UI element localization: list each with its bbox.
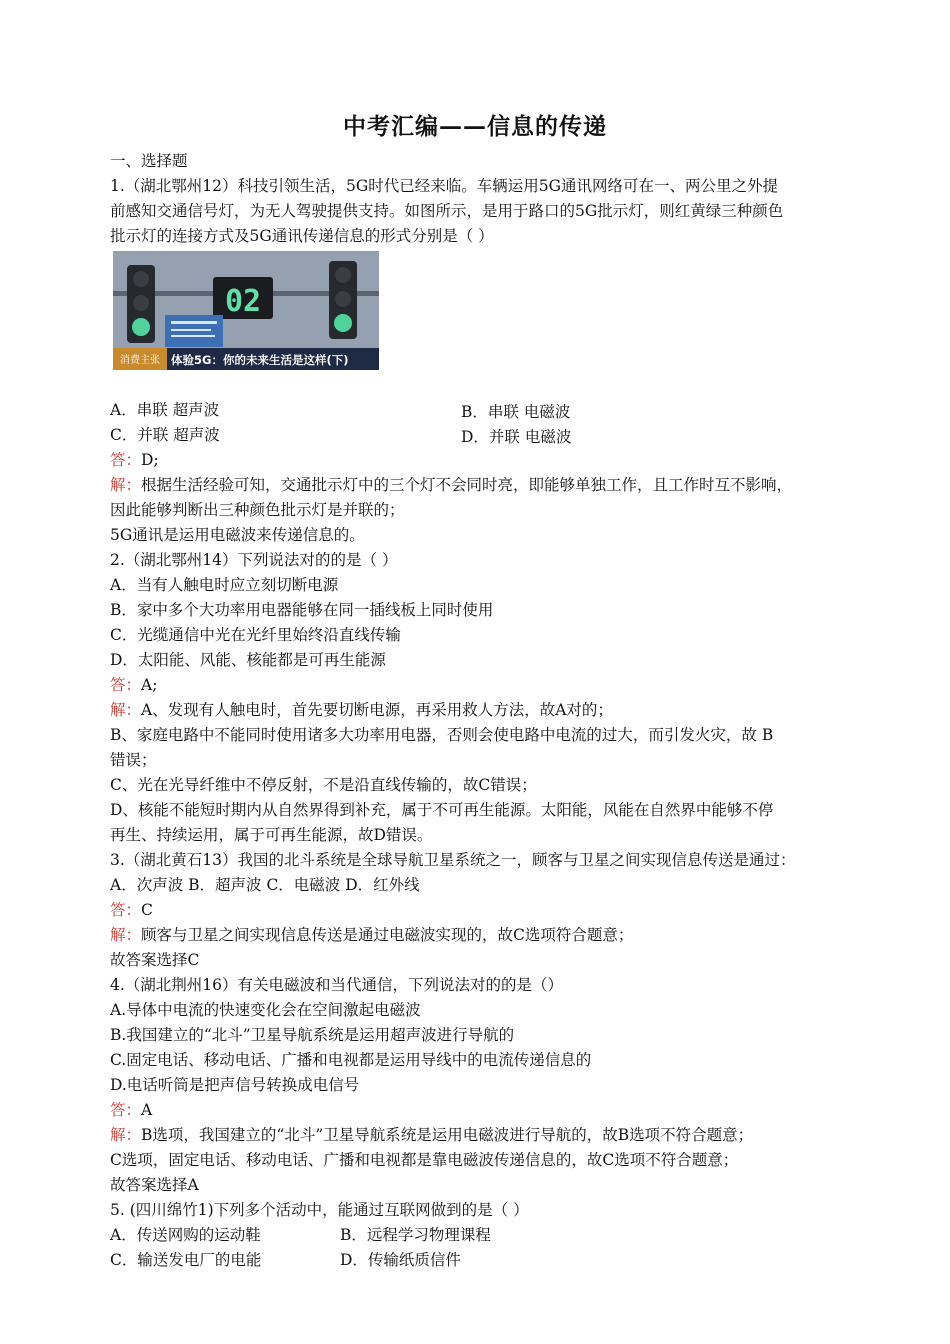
q2-explain-line-5: D、核能不能短时期内从自然界得到补充，属于不可再生能源。太阳能，风能在自然界中能够不停 [110,801,774,819]
q2-option-d: D．太阳能、风能、核能都是可再生能源 [110,651,386,669]
q3-answer: 答：C [110,901,153,919]
q1-explain-line-1: 解：根据生活经验可知，交通批示灯中的三个灯不会同时亮，即能够单独工作，且工作时互不影响， [110,476,793,494]
traffic-light-illustration [113,251,379,370]
q2-explain-line-1: 解：A、发现有人触电时，首先要切断电源，再采用救人方法，故A对的； [110,701,613,719]
explain-label: 解： [110,476,142,494]
q1-stem-line-1: 1.（湖北鄂州12）科技引领生活，5G时代已经来临。车辆运用5G通讯网络可在一、两公里之外提 [110,177,779,195]
q1-stem-line-3: 批示灯的连接方式及5G通讯传递信息的形式分别是（ ） [110,227,494,245]
q2-explain-line-2: B、家庭电路中不能同时使用诸多大功率用电器，否则会使电路中电流的过大，而引发火灾，故 B [110,726,774,744]
q4-explain-line-1: 解：B选项，我国建立的“北斗”卫星导航系统是运用电磁波进行导航的，故B选项不符合题意； [110,1126,754,1144]
q4-option-b: B.我国建立的“北斗”卫星导航系统是运用超声波进行导航的 [110,1026,515,1044]
q2-option-a: A．当有人触电时应立刻切断电源 [110,576,339,594]
q4-answer: 答：A [110,1101,153,1119]
q1-stem-line-2: 前感知交通信号灯，为无人驾驶提供支持。如图所示，是用于路口的5G批示灯，则红黄绿三种颜色 [110,202,784,220]
q1-option-a: A．串联 超声波 [110,401,220,419]
q4-explain-line-2: C选项，固定电话、移动电话、广播和电视都是靠电磁波传递信息的，故C选项不符合题意； [110,1151,739,1169]
q4-explain-line-3: 故答案选择A [110,1176,199,1194]
caption-tag: 消费主张 [120,355,160,366]
timer-digits: 02 [224,284,262,319]
q2-explain-line-3: 错误； [110,751,157,769]
q5-stem: 5. (四川绵竹1)下列多个活动中，能通过互联网做到的是（ ） [110,1201,529,1219]
q4-stem: 4.（湖北荆州16）有关电磁波和当代通信，下列说法对的的是（） [110,976,564,994]
q5-option-a: A．传送网购的运动鞋 [110,1226,261,1244]
document-title: 中考汇编——信息的传递 [343,113,607,140]
q1-option-d: D．并联 电磁波 [461,428,572,446]
q4-option-a: A.导体中电流的快速变化会在空间激起电磁波 [110,1001,421,1019]
q2-stem: 2.（湖北鄂州14）下列说法对的的是（ ） [110,551,398,569]
q4-option-d: D.电话听筒是把声信号转换成电信号 [110,1076,360,1094]
q1-explain-line-2: 因此能够判断出三种颜色批示灯是并联的； [110,501,405,519]
q3-options: A．次声波 B．超声波 C．电磁波 D．红外线 [110,876,420,894]
answer-label: 答： [110,451,142,469]
q1-answer: 答：D; [110,451,159,469]
q1-explain-line-3: 5G通讯是运用电磁波来传递信息的。 [110,526,365,544]
q2-answer: 答：A; [110,676,158,694]
section-heading: 一、选择题 [110,152,188,170]
q5-option-b: B．远程学习物理课程 [340,1226,491,1244]
q2-explain-line-6: 再生、持续运用，属于可再生能源，故D错误。 [110,826,433,844]
q4-option-c: C.固定电话、移动电话、广播和电视都是运用导线中的电流传递信息的 [110,1051,592,1069]
q3-stem: 3.（湖北黄石13）我国的北斗系统是全球导航卫星系统之一，顾客与卫星之间实现信息传送是通过： [110,851,796,869]
q2-explain-line-4: C、光在光导纤维中不停反射，不是沿直线传输的，故C错误； [110,776,537,794]
q2-option-c: C．光缆通信中光在光纤里始终沿直线传输 [110,626,401,644]
traffic-light-photo [113,251,379,370]
q2-option-b: B．家中多个大功率用电器能够在同一插线板上同时使用 [110,601,494,619]
q3-explain-line-1: 解：顾客与卫星之间实现信息传送是通过电磁波实现的，故C选项符合题意； [110,926,634,944]
caption-text: 体验5G：你的未来生活是这样(下) [171,353,349,367]
q1-option-b: B．串联 电磁波 [461,403,571,421]
q5-option-c: C．输送发电厂的电能 [110,1251,262,1269]
q5-option-d: D．传输纸质信件 [340,1251,461,1269]
q1-option-c: C．并联 超声波 [110,426,220,444]
q3-explain-line-2: 故答案选择C [110,951,200,969]
